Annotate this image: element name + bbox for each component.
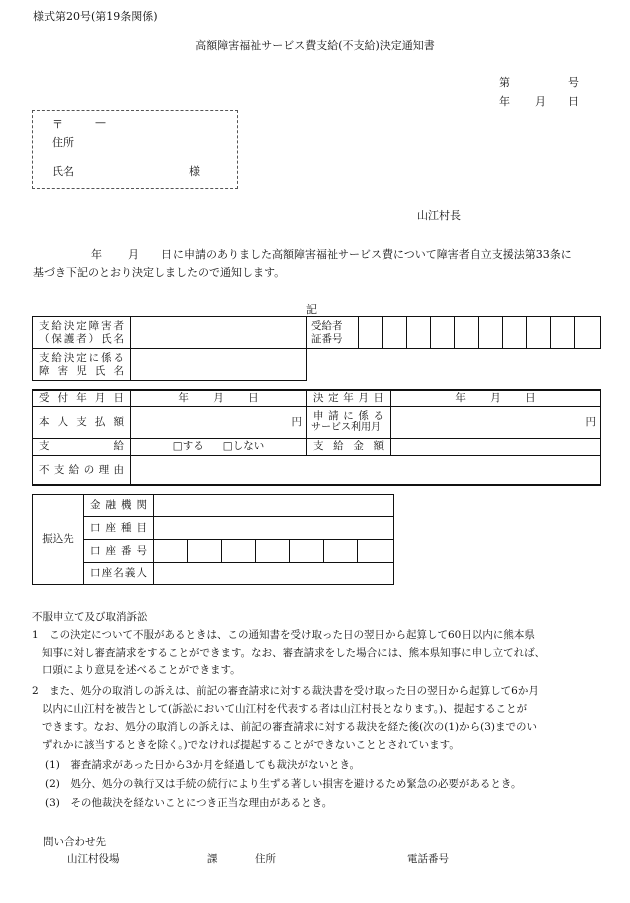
- cert-digit[interactable]: [551, 317, 575, 349]
- transfer-group-label: 振込先: [33, 495, 84, 585]
- note-2-line-4: ずれかに該当するときを除く。)でなければ提起することができないこととされています。: [42, 739, 460, 751]
- cert-digit[interactable]: [431, 317, 455, 349]
- cert-digit[interactable]: [503, 317, 527, 349]
- reason-field[interactable]: [131, 455, 601, 485]
- self-pay-field[interactable]: 円: [131, 406, 307, 438]
- transfer-table: [32, 494, 394, 585]
- decision-date-field[interactable]: 年 月 日: [391, 390, 601, 406]
- decision-table: [32, 389, 601, 486]
- note-1-line-2: 知事に対し審査請求をすることができます。なお、審査請求をした場合には、熊本県知事に申し立てれば、: [42, 647, 546, 659]
- contact-section: 課: [207, 853, 218, 865]
- body-tsuki: 月: [128, 248, 139, 261]
- contact-phone: 電話番号: [407, 853, 449, 865]
- contact-address: 住所: [255, 853, 276, 865]
- account-digit[interactable]: [290, 540, 324, 563]
- account-number-label: 口座番号: [84, 540, 154, 563]
- self-pay-label: 本人支払額: [33, 406, 131, 438]
- account-digit[interactable]: [324, 540, 358, 563]
- body-hi: 日: [161, 248, 172, 261]
- note-2-line-3: できます。なお、処分の取消しの訴えは、前記の審査請求に対する裁決を経た後(次の(1)から(3)までのい: [42, 721, 538, 733]
- note-2-line-2: 以内に山江村を被告として(訴訟において山江村を代表する者は山江村長となります。)、提起することが: [42, 703, 528, 715]
- received-date-field[interactable]: 年 月 日: [131, 390, 307, 406]
- ki-label: 記: [306, 303, 317, 316]
- applicant-name-label: 支給決定障害者 （保護者）氏名: [33, 317, 131, 349]
- date-hi: 日: [568, 95, 579, 108]
- doc-number-dai: 第: [499, 76, 510, 89]
- provision-amount-label: 支給金額: [307, 438, 391, 455]
- contact-office: 山江村役場: [67, 853, 120, 865]
- account-digit[interactable]: [358, 540, 394, 563]
- account-holder-field[interactable]: [154, 563, 394, 585]
- note-2-line-1: 2 また、処分の取消しの訴えは、前記の審査請求に対する裁決書を受け取った日の翌日から起算して6か月: [32, 685, 539, 697]
- cert-digit[interactable]: [527, 317, 551, 349]
- body-line-2: 基づき下記のとおり決定しましたので通知します。: [33, 266, 286, 279]
- received-date-label: 受付年月日: [33, 390, 131, 406]
- issuer: 山江村長: [417, 209, 461, 222]
- cert-digit[interactable]: [407, 317, 431, 349]
- provision-amount-field[interactable]: [391, 438, 601, 455]
- service-amount-field[interactable]: 円: [391, 406, 601, 438]
- account-type-label: 口座種目: [84, 517, 154, 540]
- decision-date-label: 決定年月日: [307, 390, 391, 406]
- date-tsuki: 月: [535, 95, 546, 108]
- note-item-1: (1) 審査請求があった日から3か月を経過しても裁決がないとき。: [45, 759, 361, 771]
- provision-label: 支給: [33, 438, 131, 455]
- cert-digit[interactable]: [359, 317, 383, 349]
- body-line-1: に申請のありました高額障害福祉サービス費について障害者自立支援法第33条に: [173, 248, 572, 261]
- page-title: 高額障害福祉サービス費支給(不支給)決定通知書: [195, 39, 435, 52]
- cert-digit[interactable]: [455, 317, 479, 349]
- account-type-field[interactable]: [154, 517, 394, 540]
- note-1-line-1: 1 この決定について不服があるときは、この通知書を受け取った日の翌日から起算して60日以内に熊本県: [32, 629, 535, 641]
- provision-options: [131, 438, 307, 455]
- bank-label: 金融機関: [84, 495, 154, 517]
- honorific: 様: [189, 165, 200, 178]
- note-item-3: (3) その他裁決を経ないことにつき正当な理由があるとき。: [45, 797, 333, 809]
- service-month-label: 申請に係る サービス利用月: [307, 406, 391, 438]
- address-label: 住所: [52, 136, 74, 149]
- child-name-label: 支給決定に係る 障害児氏名: [33, 349, 131, 381]
- name-label: 氏名: [52, 165, 74, 178]
- applicant-name-field[interactable]: [131, 317, 307, 349]
- provision-yes-checkbox[interactable]: □する: [172, 440, 204, 453]
- bank-field[interactable]: [154, 495, 394, 517]
- postal-dash: —: [95, 116, 106, 129]
- date-nen: 年: [499, 95, 510, 108]
- note-1-line-3: 口頭により意見を述べることができます。: [42, 664, 241, 676]
- reason-label: 不支給の理由: [33, 455, 131, 485]
- cert-digit[interactable]: [479, 317, 503, 349]
- account-digit[interactable]: [188, 540, 222, 563]
- body-nen: 年: [91, 248, 102, 261]
- cert-number-label: 受給者 証番号: [307, 317, 359, 349]
- account-digit[interactable]: [256, 540, 290, 563]
- doc-number-go: 号: [568, 76, 579, 89]
- account-digit[interactable]: [222, 540, 256, 563]
- note-item-2: (2) 処分、処分の執行又は手続の続行により生ずる著しい損害を避けるため緊急の必要があるとき。: [45, 778, 522, 790]
- cert-digit[interactable]: [575, 317, 601, 349]
- provision-no-checkbox[interactable]: □しない: [222, 440, 265, 453]
- postal-mark: 〒: [52, 118, 63, 131]
- account-digit[interactable]: [154, 540, 188, 563]
- child-name-field[interactable]: [131, 349, 307, 381]
- applicant-table: [32, 316, 601, 381]
- cert-digit[interactable]: [383, 317, 407, 349]
- contact-label: 問い合わせ先: [43, 836, 106, 848]
- notes-heading: 不服申立て及び取消訴訟: [32, 611, 148, 623]
- form-number: 様式第20号(第19条関係): [33, 10, 158, 23]
- account-holder-label: 口座名義人: [84, 563, 154, 585]
